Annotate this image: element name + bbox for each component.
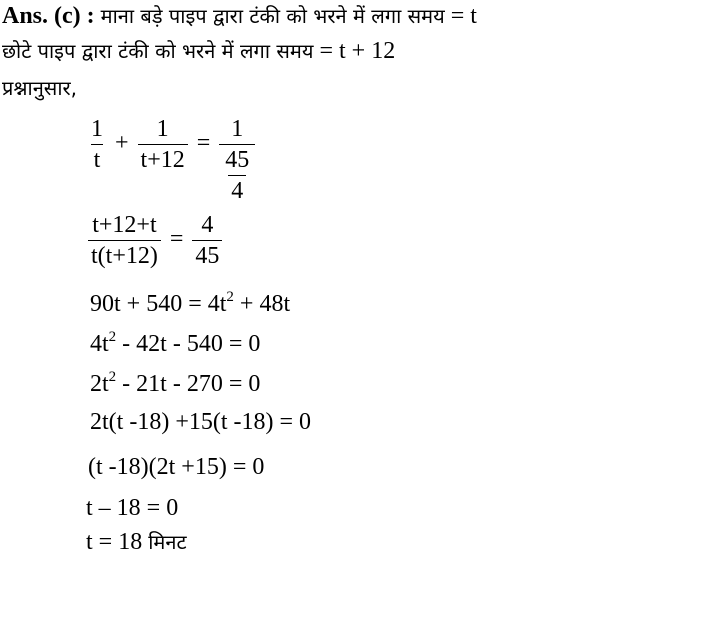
- step-5: (t -18)(2t +15) = 0: [88, 454, 265, 480]
- answer-line-1: [2, 2, 477, 30]
- fraction-1-over-t-plus-12: $\frac{1}{t+12}$: [138, 114, 188, 175]
- fraction-1-over-45-4: $\frac{1}{\frac{45}{4}}$: [219, 114, 255, 206]
- fraction-4-over-45: $\frac{4}{45}$: [192, 210, 222, 271]
- according-to-question: प्रश्नानुसार,: [2, 76, 78, 100]
- equation-1: $\frac{1}{t}$ + $\frac{1}{t+12}$ = $\frac{1}{\frac{45}{4}}$: [88, 114, 255, 206]
- larger-pipe-time: = t: [450, 3, 477, 29]
- answer-line-3: [2, 74, 77, 102]
- unit-minutes: मिनट: [148, 530, 187, 554]
- answer-label: Ans. (c) :: [2, 3, 95, 29]
- step-1: $90t + 540 = 4t^2 + 48t$: [90, 289, 291, 317]
- smaller-pipe-time: = t + 12: [319, 38, 396, 64]
- step-4: 2t(t -18) +15(t -18) = 0: [90, 409, 312, 435]
- step-3: $2t^2 - 21t - 270 = 0$: [90, 369, 261, 397]
- fraction-1-over-t: $\frac{1}{t}$: [91, 116, 103, 173]
- step-2: $4t^2 - 42t - 540 = 0$: [90, 329, 261, 357]
- larger-pipe-statement: माना बड़े पाइप द्वारा टंकी को भरने में लगा समय: [100, 4, 445, 28]
- step-6: t – 18 = 0: [86, 495, 179, 521]
- fraction-sum-over-product: $\frac{t+12+t}{t(t+12)}$: [88, 210, 161, 271]
- step-7-result: t = 18 मिनट: [86, 529, 187, 555]
- fraction-45-over-4: $\frac{45}{4}$: [225, 147, 250, 204]
- smaller-pipe-statement: छोटे पाइप द्वारा टंकी को भरने में लगा समय: [2, 39, 314, 63]
- answer-line-2: [2, 37, 395, 65]
- equation-2: $\frac{t+12+t}{t(t+12)}$ = $\frac{4}{45}$: [88, 210, 222, 271]
